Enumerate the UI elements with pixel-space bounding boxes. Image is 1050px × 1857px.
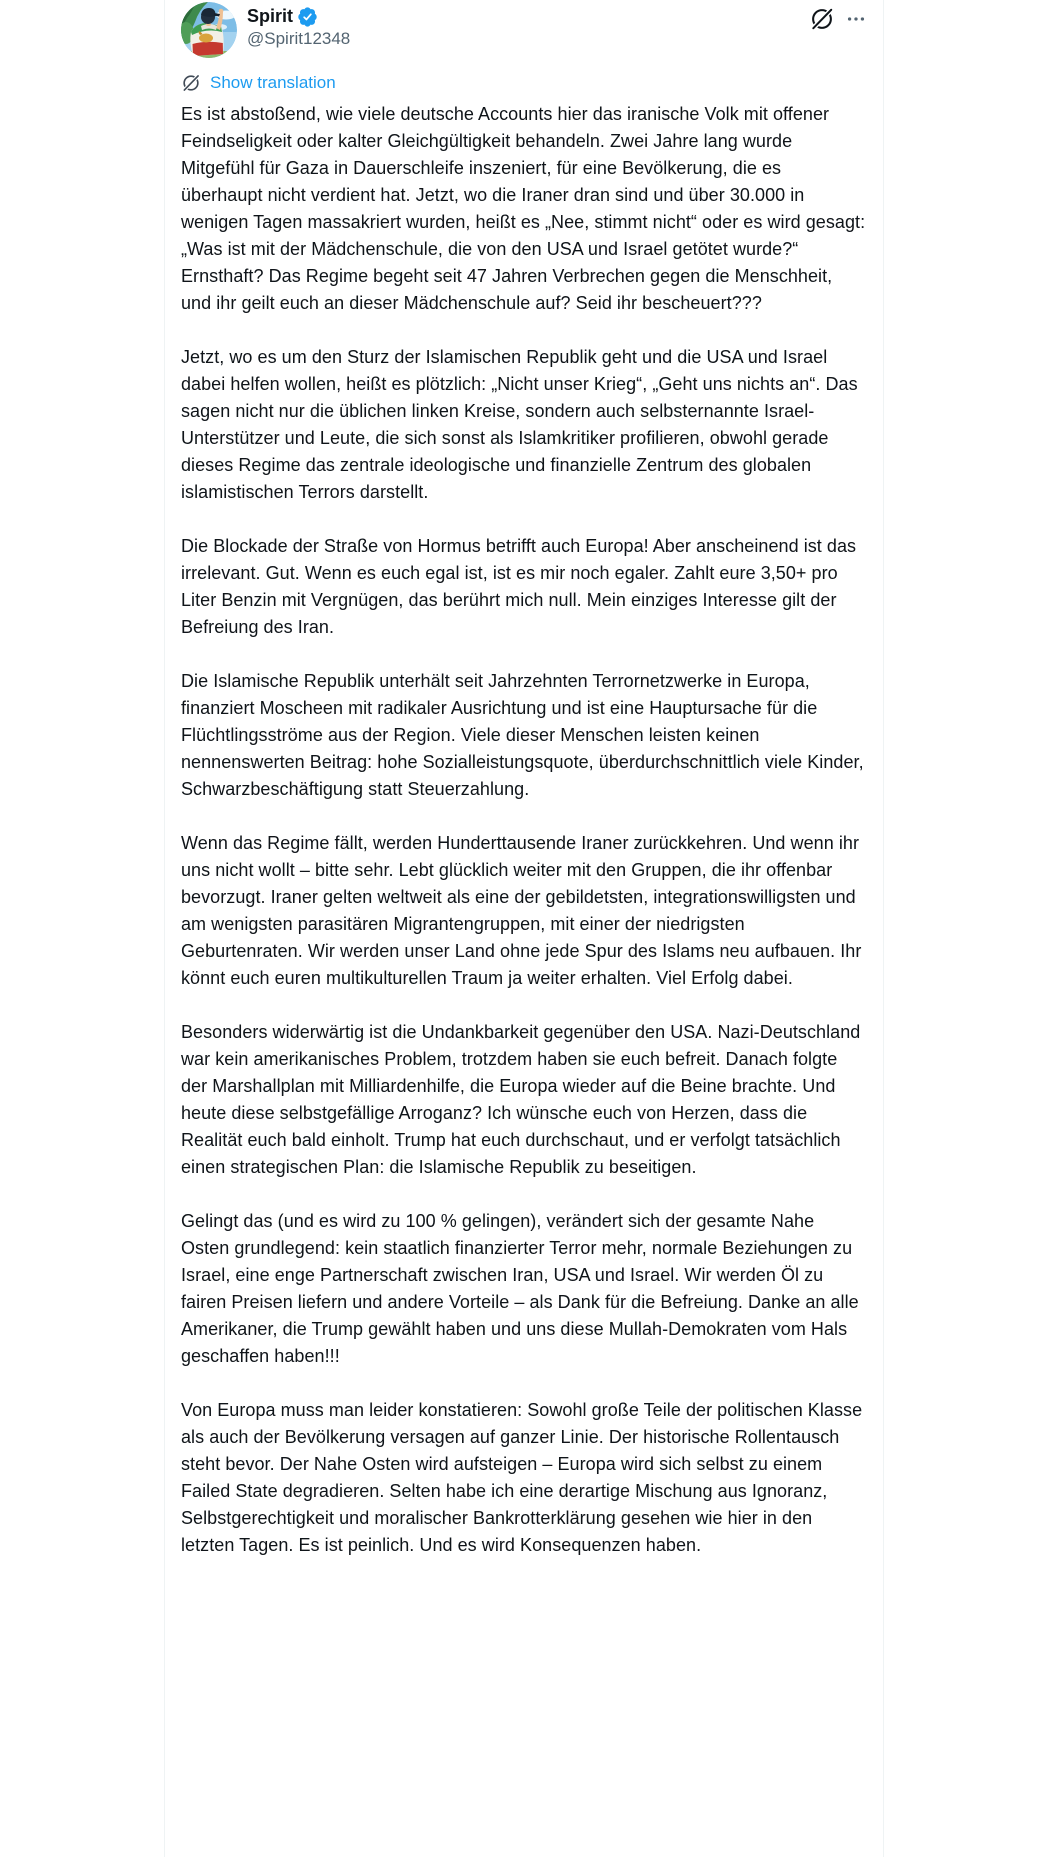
grok-translate-icon [181,73,201,93]
more-ellipsis-icon [845,8,867,30]
grok-button[interactable] [809,6,835,32]
avatar[interactable] [181,2,237,58]
more-button[interactable] [845,8,867,30]
tweet-paragraph-6: Besonders widerwärtig ist die Undankbarkeit gegenüber den USA. Nazi-Deutschland war kein amerikanisches Problem, trotzdem haben sie euch befreit. Danach folgte der Marshallplan mit Milliardenhilfe, die Europa wieder auf die Beine brachte. Und heute diese selbstgefällige Arroganz? Ich wünsche euch von Herzen, dass die Realität euch bald einholt. Trump hat euch durchschaut, und er verfolgt tatsächlich einen strategischen Plan: die Islamische Republik zu beseitigen. [181,1022,861,1177]
user-handle[interactable]: @Spirit12348 [247,29,351,48]
tweet-text [181,101,867,1559]
tweet-paragraph-8: Von Europa muss man leider konstatieren: Sowohl große Teile der politischen Klasse als auch der Bevölkerung versagen auf ganzer Linie. Der historische Rollentausch steht bevor. Der Nahe Osten wird aufsteigen – Europa wird sich selbst zu einem Failed State degradieren. Selten habe ich eine derartige Mischung aus Ignoranz, Selbstgerechtigkeit und moralischer Bankrotterklärung gesehen wie hier in den letzten Tagen. Es ist peinlich. Und es wird Konsequenzen haben. [181,1400,863,1555]
tweet-paragraph-4: Die Islamische Republik unterhält seit Jahrzehnten Terrornetzwerke in Europa, finanziert Moscheen mit radikaler Ausrichtung und ist eine Hauptursache für die Flüchtlingsströme aus der Region. Viele dieser Menschen leisten keinen nennenswerten Beitrag: hohe Sozialleistungsquote, überdurchschnittlich viele Kinder, Schwarzbeschäftigung statt Steuerzahlung. [181,671,864,799]
tweet-paragraph-2: Jetzt, wo es um den Sturz der Islamischen Republik geht und die USA und Israel dabei helfen wollen, heißt es plötzlich: „Nicht unser Krieg“, „Geht uns nichts an“. Das sagen nicht nur die üblichen linken Kreise, sondern auch selbsternannte Israel-Unterstützer und Leute, die sich sonst als Islamkritiker profilieren, obwohl gerade dieses Regime das zentrale ideologische und finanzielle Zentrum des globalen islamistischen Terrors darstellt. [181,347,858,502]
grok-logo-icon [809,6,835,32]
display-name[interactable]: Spirit [247,6,294,26]
tweet-paragraph-1: Es ist abstoßend, wie viele deutsche Accounts hier das iranische Volk mit offener Feindseligkeit oder kalter Gleichgültigkeit behandeln. Zwei Jahre lang wurde Mitgefühl für Gaza in Dauerschleife inszeniert, für eine Bevölkerung, die es überhaupt nicht verdient hat. Jetzt, wo die Iraner dran sind und über 30.000 in wenigen Tagen massakriert wurden, heißt es „Nee, stimmt nicht“ oder es wird gesagt: „Was ist mit der Mädchenschule, die von den USA und Israel getötet wurde?“ Ernsthaft? Das Regime begeht seit 47 Jahren Verbrechen gegen die Menschheit, und ihr geilt euch an dieser Mädchenschule auf? Seid ihr bescheuert??? [181,104,866,313]
tweet-header [181,2,867,58]
verified-badge-icon [297,6,318,27]
author-block [247,2,809,50]
tweet-paragraph-5: Wenn das Regime fällt, werden Hunderttausende Iraner zurückkehren. Und wenn ihr uns nicht wollt – bitte sehr. Lebt glücklich weiter mit den Gruppen, die ihr offenbar bevorzugt. Iraner gelten weltweit als eine der gebildetsten, integrationswilligsten und am wenigsten parasitären Migrantengruppen, mit einer der niedrigsten Geburtenraten. Wir werden unser Land ohne jede Spur des Islams neu aufbauen. Ihr könnt euch euren multikulturellen Traum ja weiter erhalten. Viel Erfolg dabei. [181,833,862,988]
header-actions [809,2,867,32]
tweet-detail [164,0,884,1857]
show-translation-label: Show translation [210,73,336,92]
avatar-image [181,2,237,58]
tweet-paragraph-7: Gelingt das (und es wird zu 100 % gelingen), verändert sich der gesamte Nahe Osten grundlegend: kein staatlich finanzierter Terror mehr, normale Beziehungen zu Israel, eine enge Partnerschaft zwischen Iran, USA und Israel. Wir werden Öl zu fairen Preisen liefern und andere Vorteile – als Dank für die Befreiung. Danke an alle Amerikaner, die Trump gewählt haben und uns diese Mullah-Demokraten vom Hals geschaffen haben!!! [181,1211,859,1366]
tweet-paragraph-3: Die Blockade der Straße von Hormus betrifft auch Europa! Aber anscheinend ist das irrelevant. Gut. Wenn es euch egal ist, ist es mir noch egaler. Zahlt eure 3,50+ pro Liter Benzin mit Vergnügen, das berührt mich null. Mein einziges Interesse gilt der Befreiung des Iran. [181,536,857,637]
show-translation-link[interactable] [181,73,336,93]
